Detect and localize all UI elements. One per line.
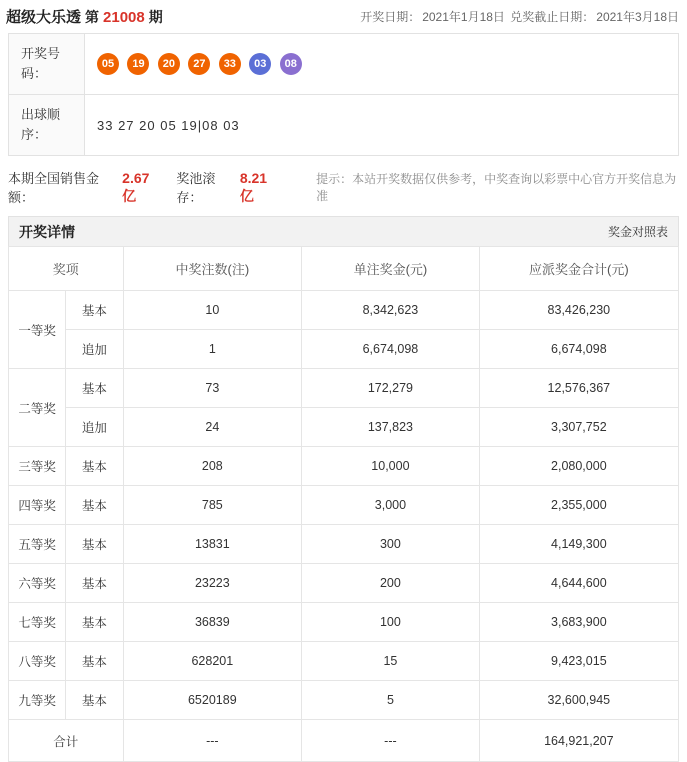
sales-summary [0, 156, 687, 216]
page-header [0, 0, 687, 33]
prize-count: 6520189 [123, 681, 302, 720]
prize-total: 12,576,367 [479, 369, 678, 408]
prize-count: 23223 [123, 564, 302, 603]
prize-single: 3,000 [302, 486, 480, 525]
table-row [9, 564, 679, 603]
draw-order-label: 出球顺序： [9, 95, 85, 156]
prize-count: 24 [123, 408, 302, 447]
table-row [9, 681, 679, 720]
prize-total: 2,355,000 [479, 486, 678, 525]
table-row [9, 603, 679, 642]
draw-order-row [9, 95, 679, 156]
prize-single: 200 [302, 564, 480, 603]
prize-count: 208 [123, 447, 302, 486]
prize-total: 83,426,230 [479, 291, 678, 330]
prize-type: 基本 [66, 642, 123, 681]
ball-3: 20 [158, 53, 180, 75]
prize-count: 13831 [123, 525, 302, 564]
prize-single: 6,674,098 [302, 330, 480, 369]
prize-type: 基本 [66, 525, 123, 564]
prize-total: 4,149,300 [479, 525, 678, 564]
prize-type: 基本 [66, 447, 123, 486]
total-count: --- [123, 720, 302, 762]
draw-date-value: 2021年1月18日 [422, 10, 505, 24]
table-row [9, 291, 679, 330]
prize-count: 785 [123, 486, 302, 525]
prize-total: 9,423,015 [479, 642, 678, 681]
prize-count: 628201 [123, 642, 302, 681]
issue-number: 21008 [103, 9, 145, 26]
prize-total: 4,644,600 [479, 564, 678, 603]
prize-total: 3,683,900 [479, 603, 678, 642]
prize-count: 1 [123, 330, 302, 369]
prize-single: 137,823 [302, 408, 480, 447]
prize-count: 73 [123, 369, 302, 408]
prize-level: 六等奖 [9, 564, 66, 603]
prize-level: 七等奖 [9, 603, 66, 642]
prize-count: 10 [123, 291, 302, 330]
table-row [9, 486, 679, 525]
draw-numbers-row [9, 34, 679, 95]
prize-type: 基本 [66, 486, 123, 525]
sales-label: 本期全国销售金额： [8, 171, 100, 205]
draw-balls-cell [85, 34, 679, 95]
pool-value: 8.21亿 [239, 170, 268, 204]
draw-order-value: 33 27 20 05 19|08 03 [85, 95, 679, 156]
table-row [9, 642, 679, 681]
draw-numbers-label: 开奖号码： [9, 34, 85, 95]
prize-details-table [8, 246, 679, 762]
prize-single: 8,342,623 [302, 291, 480, 330]
deadline-label: 兑奖截止日期： [510, 10, 595, 24]
prize-table-header-row [9, 247, 679, 291]
prize-count: 36839 [123, 603, 302, 642]
col-header-single: 单注奖金(元) [302, 247, 480, 291]
table-total-row [9, 720, 679, 762]
prize-reference-link[interactable]: 奖金对照表 [607, 225, 668, 239]
total-label: 合计 [9, 720, 124, 762]
prize-total: 6,674,098 [479, 330, 678, 369]
section-header [8, 216, 679, 246]
prize-single: 300 [302, 525, 480, 564]
issue-word: 第 [85, 9, 100, 25]
prize-total: 32,600,945 [479, 681, 678, 720]
prize-type: 基本 [66, 564, 123, 603]
prize-type: 基本 [66, 369, 123, 408]
ball-2: 19 [127, 53, 149, 75]
prize-level: 一等奖 [9, 291, 66, 369]
prize-level: 五等奖 [9, 525, 66, 564]
ball-5: 33 [219, 53, 241, 75]
game-name: 超级大乐透 [6, 9, 82, 26]
col-header-count: 中奖注数(注) [123, 247, 302, 291]
table-row [9, 369, 679, 408]
deadline-value: 2021年3月18日 [596, 10, 679, 24]
disclaimer-tip: 提示：本站开奖数据仅供参考，中奖查询以彩票中心官方开奖信息为准 [316, 172, 677, 203]
prize-single: 10,000 [302, 447, 480, 486]
prize-single: 5 [302, 681, 480, 720]
prize-level: 九等奖 [9, 681, 66, 720]
date-info [358, 8, 679, 25]
prize-type: 基本 [66, 603, 123, 642]
pool-label: 奖池滚存： [176, 171, 216, 205]
ball-7: 08 [280, 53, 302, 75]
prize-type: 基本 [66, 681, 123, 720]
prize-type: 基本 [66, 291, 123, 330]
table-row [9, 447, 679, 486]
prize-single: 100 [302, 603, 480, 642]
prize-single: 172,279 [302, 369, 480, 408]
prize-level: 三等奖 [9, 447, 66, 486]
table-row [9, 408, 679, 447]
prize-single: 15 [302, 642, 480, 681]
prize-type: 追加 [66, 330, 123, 369]
prize-level: 四等奖 [9, 486, 66, 525]
total-single: --- [302, 720, 480, 762]
prize-type: 追加 [66, 408, 123, 447]
ball-1: 05 [97, 53, 119, 75]
section-title: 开奖详情 [19, 223, 75, 240]
col-header-level: 奖项 [9, 247, 124, 291]
issue-suffix: 期 [148, 9, 163, 25]
draw-date-label: 开奖日期： [360, 10, 421, 24]
sales-value: 2.67亿 [122, 170, 150, 204]
draw-numbers-table [8, 33, 679, 156]
table-row [9, 525, 679, 564]
col-header-total: 应派奖金合计(元) [479, 247, 678, 291]
ball-4: 27 [188, 53, 210, 75]
table-row [9, 330, 679, 369]
prize-level: 二等奖 [9, 369, 66, 447]
prize-total: 2,080,000 [479, 447, 678, 486]
total-amount: 164,921,207 [479, 720, 678, 762]
ball-6: 03 [249, 53, 271, 75]
prize-total: 3,307,752 [479, 408, 678, 447]
prize-level: 八等奖 [9, 642, 66, 681]
page-title [6, 6, 163, 27]
